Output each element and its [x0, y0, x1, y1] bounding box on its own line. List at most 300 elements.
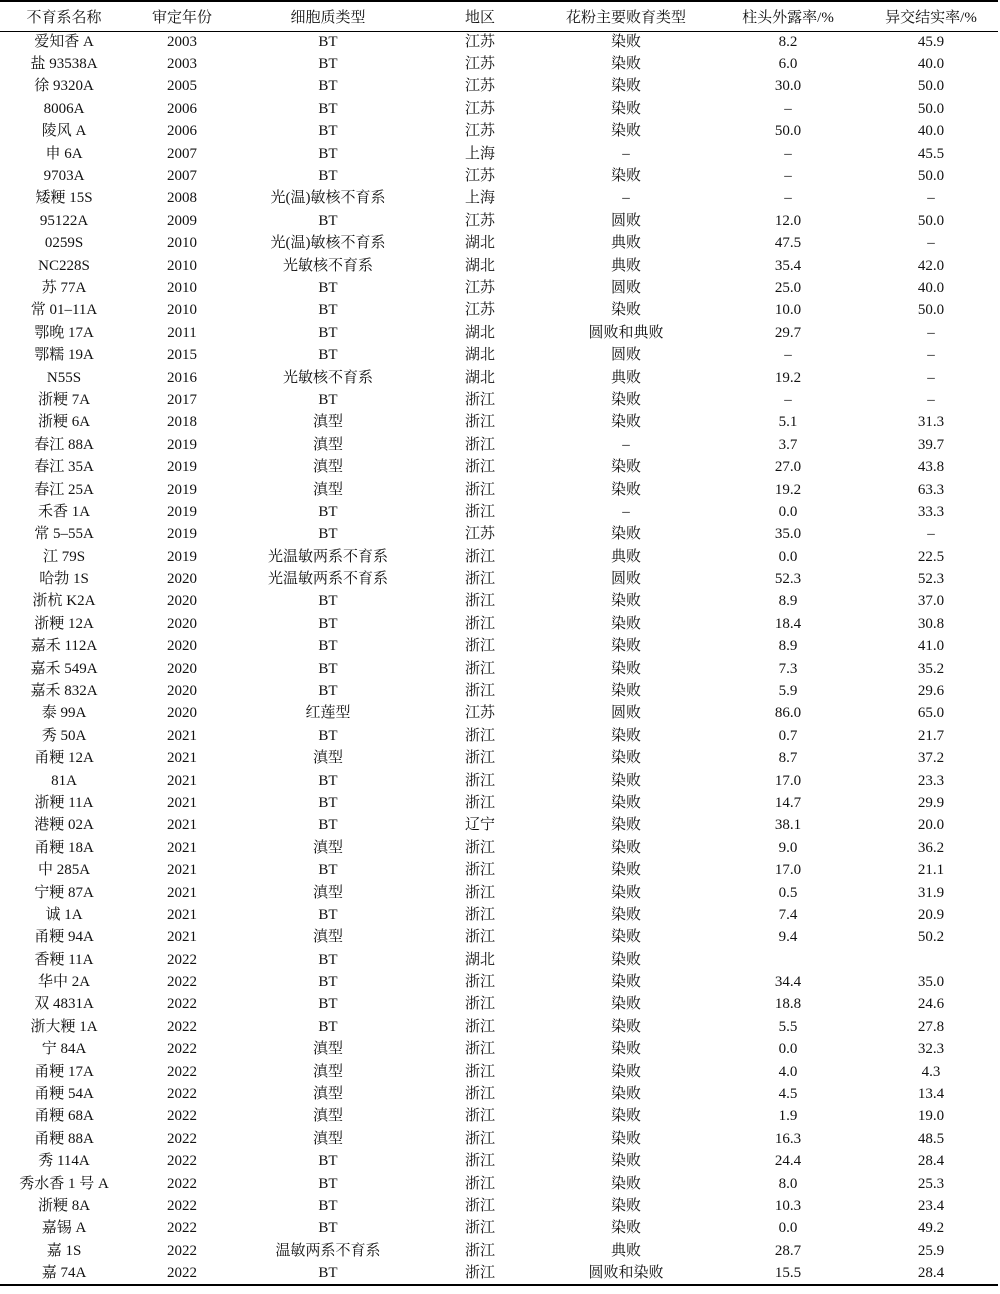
line-name-cell: 诚 1A — [45, 906, 83, 923]
region-cell: 浙江 — [464, 638, 495, 655]
table-row — [0, 233, 998, 255]
approval-year-cell: 2021 — [167, 772, 197, 789]
table-row — [0, 748, 998, 770]
cytoplasm-type-cell: 光温敏两系不育系 — [267, 571, 388, 588]
table-row — [0, 770, 998, 792]
outcrossing-seed-rate-cell: 49.2 — [917, 1220, 945, 1237]
stigma-exsertion-rate-cell: 50.0 — [774, 123, 802, 140]
stigma-exsertion-rate-cell: 5.9 — [778, 683, 798, 700]
cytoplasm-type-cell: BT — [318, 347, 338, 364]
table-row — [0, 143, 998, 165]
region-cell: 浙江 — [464, 660, 495, 677]
table-row — [0, 971, 998, 993]
region-cell: 江苏 — [464, 100, 495, 117]
line-name-cell: 甬粳 54A — [34, 1086, 94, 1103]
line-name-cell: 嘉锡 A — [41, 1220, 87, 1237]
cytoplasm-type-cell: BT — [318, 683, 338, 700]
outcrossing-seed-rate-cell: 41.0 — [917, 638, 945, 655]
pollen-abortion-type-cell: 染败 — [610, 1175, 641, 1192]
approval-year-cell: 2022 — [167, 951, 197, 968]
region-cell: 浙江 — [464, 1063, 495, 1080]
region-cell: 浙江 — [464, 548, 495, 565]
pollen-abortion-type-cell: 染败 — [610, 862, 641, 879]
approval-year-cell: 2009 — [167, 212, 197, 229]
region-cell: 浙江 — [464, 391, 495, 408]
cytoplasm-type-cell: 滇型 — [312, 839, 343, 856]
region-cell: 浙江 — [464, 1175, 495, 1192]
outcrossing-seed-rate-cell: 65.0 — [917, 705, 945, 722]
approval-year-cell: 2022 — [128, 1262, 236, 1284]
cytoplasm-type-cell: 滇型 — [312, 929, 343, 946]
cytoplasm-type-cell: 红莲型 — [305, 705, 351, 722]
stigma-exsertion-rate-cell: 0.5 — [778, 884, 798, 901]
line-name-cell: 矮粳 15S — [35, 190, 93, 207]
line-name-cell: 常 01–11A — [30, 302, 98, 319]
approval-year-cell: 2022 — [167, 1086, 197, 1103]
col-header-pollen-abortion-type: 花粉主要败育类型 — [540, 1, 712, 31]
approval-year-cell: 2007 — [167, 145, 197, 162]
cytoplasm-type-cell: 滇型 — [312, 1130, 343, 1147]
line-name-cell: 嘉禾 832A — [30, 683, 98, 700]
cytoplasm-type-cell: 滇型 — [312, 750, 343, 767]
outcrossing-seed-rate-cell: 20.0 — [917, 817, 945, 834]
approval-year-cell: 2021 — [167, 794, 197, 811]
cytoplasm-type-cell: BT — [318, 526, 338, 543]
outcrossing-seed-rate-cell: 45.9 — [917, 33, 945, 50]
approval-year-cell: 2022 — [167, 1041, 197, 1058]
region-cell: 江苏 — [464, 279, 495, 296]
table-row — [0, 859, 998, 881]
approval-year-cell: 2021 — [167, 727, 197, 744]
stigma-exsertion-rate-cell: 4.0 — [778, 1063, 798, 1080]
cytoplasm-type-cell: BT — [318, 1153, 338, 1170]
stigma-exsertion-rate-cell: 6.0 — [778, 56, 798, 73]
pollen-abortion-type-cell: 染败 — [610, 817, 641, 834]
table-row — [0, 1240, 998, 1262]
approval-year-cell: 2021 — [167, 906, 197, 923]
stigma-exsertion-rate-cell: 24.4 — [774, 1153, 802, 1170]
approval-year-cell: 2021 — [167, 750, 197, 767]
outcrossing-seed-rate-cell: – — [927, 347, 935, 364]
approval-year-cell: 2019 — [167, 503, 197, 520]
pollen-abortion-type-cell: 染败 — [610, 459, 641, 476]
approval-year-cell: 2022 — [167, 1175, 197, 1192]
line-name-cell: 浙粳 11A — [34, 794, 94, 811]
region-cell: 浙江 — [464, 1018, 495, 1035]
line-name-cell: 香粳 11A — [34, 951, 94, 968]
stigma-exsertion-rate-cell: 7.4 — [778, 906, 798, 923]
cytoplasm-type-cell: 光敏核不育系 — [282, 257, 373, 274]
cytoplasm-type-cell: BT — [318, 1018, 338, 1035]
approval-year-cell: 2007 — [167, 168, 197, 185]
table-row — [0, 703, 998, 725]
stigma-exsertion-rate-cell: 9.4 — [778, 929, 798, 946]
line-name-cell: 中 285A — [37, 862, 91, 879]
stigma-exsertion-rate-cell: 3.7 — [778, 436, 798, 453]
approval-year-cell: 2010 — [167, 257, 197, 274]
line-name-cell: 浙大粳 1A — [30, 1018, 98, 1035]
outcrossing-seed-rate-cell: 22.5 — [917, 548, 945, 565]
line-name-cell: 浙粳 12A — [34, 615, 94, 632]
table-body — [0, 31, 998, 1285]
region-cell: 湖北 — [464, 324, 495, 341]
table-row — [0, 568, 998, 590]
pollen-abortion-type-cell: 染败 — [610, 100, 641, 117]
outcrossing-seed-rate-cell: 50.2 — [917, 929, 945, 946]
table-row — [0, 501, 998, 523]
pollen-abortion-type-cell: 染败 — [610, 727, 641, 744]
cytoplasm-type-cell: BT — [318, 996, 338, 1013]
pollen-abortion-type-cell: 染败 — [610, 772, 641, 789]
pollen-abortion-type-cell: 圆败 — [610, 347, 641, 364]
pollen-abortion-type-cell: 染败 — [610, 1041, 641, 1058]
outcrossing-seed-rate-cell: 24.6 — [917, 996, 945, 1013]
table-row — [0, 725, 998, 747]
cytoplasm-type-cell: 滇型 — [312, 481, 343, 498]
pollen-abortion-type-cell: 染败 — [610, 123, 641, 140]
approval-year-cell: 2011 — [167, 324, 197, 341]
table-header — [0, 1, 998, 31]
line-name-cell: 港粳 02A — [34, 817, 94, 834]
table-row — [0, 636, 998, 658]
line-name-cell: 秀 114A — [38, 1153, 90, 1170]
stigma-exsertion-rate-cell: 30.0 — [774, 78, 802, 95]
line-name-cell: 春江 88A — [34, 436, 94, 453]
stigma-exsertion-rate-cell: 38.1 — [774, 817, 802, 834]
cytoplasm-type-cell: 滇型 — [312, 414, 343, 431]
outcrossing-seed-rate-cell: 43.8 — [917, 459, 945, 476]
approval-year-cell: 2015 — [167, 347, 197, 364]
outcrossing-seed-rate-cell: 23.3 — [917, 772, 945, 789]
stigma-exsertion-rate-cell: 12.0 — [774, 212, 802, 229]
table-row — [0, 904, 998, 926]
stigma-exsertion-rate-cell: 1.9 — [778, 1108, 798, 1125]
line-name-cell: 盐 93538A — [30, 56, 98, 73]
region-cell: 浙江 — [464, 1242, 495, 1259]
outcrossing-seed-rate-cell: – — [927, 526, 935, 543]
cytoplasm-type-cell: 温敏两系不育系 — [275, 1242, 381, 1259]
region-cell: 浙江 — [464, 974, 495, 991]
line-name-cell: 8006A — [43, 100, 85, 117]
region-cell: 浙江 — [464, 683, 495, 700]
approval-year-cell: 2019 — [167, 436, 197, 453]
cytoplasm-type-cell: 滇型 — [312, 1063, 343, 1080]
approval-year-cell: 2020 — [167, 593, 197, 610]
line-name-cell: 鄂糯 19A — [34, 347, 94, 364]
outcrossing-seed-rate-cell: 29.6 — [917, 683, 945, 700]
table-row — [0, 1173, 998, 1195]
stigma-exsertion-rate-cell: 29.7 — [774, 324, 802, 341]
pollen-abortion-type-cell: – — [622, 145, 630, 162]
pollen-abortion-type-cell: 染败 — [610, 660, 641, 677]
stigma-exsertion-rate-cell: – — [784, 168, 792, 185]
cytoplasm-type-cell: 滇型 — [312, 436, 343, 453]
cytoplasm-type-cell: BT — [318, 951, 338, 968]
approval-year-cell: 2006 — [167, 123, 197, 140]
region-cell: 浙江 — [464, 615, 495, 632]
pollen-abortion-type-cell: 典败 — [610, 235, 641, 252]
approval-year-cell: 2006 — [167, 100, 197, 117]
pollen-abortion-type-cell: 典败 — [610, 257, 641, 274]
approval-year-cell: 2021 — [167, 929, 197, 946]
cytoplasm-type-cell: BT — [318, 862, 338, 879]
cytoplasm-type-cell: 滇型 — [312, 1041, 343, 1058]
stigma-exsertion-rate-cell: 19.2 — [774, 481, 802, 498]
pollen-abortion-type-cell: 染败 — [610, 615, 641, 632]
table-row — [0, 300, 998, 322]
stigma-exsertion-rate-cell: 35.4 — [774, 257, 802, 274]
approval-year-cell: 2022 — [167, 1063, 197, 1080]
pollen-abortion-type-cell: 染败 — [610, 414, 641, 431]
approval-year-cell: 2020 — [167, 615, 197, 632]
stigma-exsertion-rate-cell: 7.3 — [778, 660, 798, 677]
outcrossing-seed-rate-cell: 33.3 — [917, 503, 945, 520]
pollen-abortion-type-cell: 染败 — [610, 593, 641, 610]
line-name-cell: 浙粳 6A — [37, 414, 91, 431]
cytoplasm-type-cell: BT — [318, 817, 338, 834]
cytoplasm-type-cell: BT — [318, 660, 338, 677]
stigma-exsertion-rate-cell: 0.0 — [778, 1220, 798, 1237]
cytoplasm-type-cell: BT — [318, 33, 338, 50]
table-row — [0, 434, 998, 456]
approval-year-cell: 2022 — [167, 1018, 197, 1035]
pollen-abortion-type-cell: 典败 — [610, 1242, 641, 1259]
line-name-cell: 嘉 74A — [0, 1262, 128, 1284]
cytoplasm-type-cell: BT — [318, 772, 338, 789]
cytoplasm-type-cell: BT — [318, 906, 338, 923]
outcrossing-seed-rate-cell: 63.3 — [917, 481, 945, 498]
approval-year-cell: 2019 — [167, 481, 197, 498]
pollen-abortion-type-cell: – — [622, 503, 630, 520]
stigma-exsertion-rate-cell: 15.5 — [712, 1262, 864, 1284]
stigma-exsertion-rate-cell: 16.3 — [774, 1130, 802, 1147]
table-row — [0, 1128, 998, 1150]
cytoplasm-type-cell: BT — [318, 324, 338, 341]
outcrossing-seed-rate-cell: 50.0 — [917, 78, 945, 95]
outcrossing-seed-rate-cell: – — [927, 369, 935, 386]
region-cell: 浙江 — [464, 571, 495, 588]
col-header-line-name: 不育系名称 — [0, 1, 128, 31]
approval-year-cell: 2020 — [167, 638, 197, 655]
pollen-abortion-type-cell: 染败 — [610, 884, 641, 901]
outcrossing-seed-rate-cell: 40.0 — [917, 279, 945, 296]
approval-year-cell: 2008 — [167, 190, 197, 207]
outcrossing-seed-rate-cell: 4.3 — [921, 1063, 941, 1080]
cytoplasm-type-cell: 光(温)敏核不育系 — [270, 190, 386, 207]
region-cell: 浙江 — [464, 481, 495, 498]
stigma-exsertion-rate-cell: 17.0 — [774, 772, 802, 789]
table-row — [0, 815, 998, 837]
cytoplasm-type-cell: BT — [318, 145, 338, 162]
approval-year-cell: 2010 — [167, 302, 197, 319]
line-name-cell: 甬粳 17A — [34, 1063, 94, 1080]
table-row — [0, 277, 998, 299]
cytoplasm-type-cell: BT — [318, 794, 338, 811]
line-name-cell: 宁粳 87A — [34, 884, 94, 901]
table-row — [0, 1106, 998, 1128]
region-cell: 浙江 — [464, 1086, 495, 1103]
cytoplasm-type-cell: 滇型 — [312, 1086, 343, 1103]
outcrossing-seed-rate-cell: 50.0 — [917, 212, 945, 229]
pollen-abortion-type-cell: 染败 — [610, 1063, 641, 1080]
table-row — [0, 994, 998, 1016]
cytoplasm-type-cell: BT — [318, 78, 338, 95]
line-name-cell: 宁 84A — [41, 1041, 87, 1058]
line-name-cell: 嘉禾 112A — [30, 638, 98, 655]
approval-year-cell: 2020 — [167, 683, 197, 700]
region-cell: 江苏 — [464, 56, 495, 73]
table-row — [0, 322, 998, 344]
line-name-cell: 申 6A — [45, 145, 83, 162]
line-name-cell: 嘉 1S — [46, 1242, 82, 1259]
pollen-abortion-type-cell: – — [622, 436, 630, 453]
region-cell: 浙江 — [464, 1130, 495, 1147]
approval-year-cell: 2022 — [167, 1130, 197, 1147]
pollen-abortion-type-cell: 染败 — [610, 481, 641, 498]
region-cell: 浙江 — [464, 862, 495, 879]
outcrossing-seed-rate-cell: – — [927, 391, 935, 408]
line-name-cell: 甬粳 88A — [34, 1130, 94, 1147]
table-row — [0, 591, 998, 613]
region-cell: 浙江 — [464, 503, 495, 520]
col-header-cytoplasm-type: 细胞质类型 — [236, 1, 420, 31]
region-cell: 浙江 — [464, 996, 495, 1013]
approval-year-cell: 2022 — [167, 1153, 197, 1170]
region-cell: 浙江 — [420, 1262, 540, 1284]
stigma-exsertion-rate-cell: – — [784, 190, 792, 207]
approval-year-cell: 2010 — [167, 279, 197, 296]
stigma-exsertion-rate-cell: 9.0 — [778, 839, 798, 856]
outcrossing-seed-rate-cell: 37.2 — [917, 750, 945, 767]
outcrossing-seed-rate-cell: 28.4 — [864, 1262, 998, 1284]
stigma-exsertion-rate-cell: 18.4 — [774, 615, 802, 632]
cytoplasm-type-cell: BT — [318, 56, 338, 73]
line-name-cell: 嘉禾 549A — [30, 660, 98, 677]
stigma-exsertion-rate-cell: 28.7 — [774, 1242, 802, 1259]
table-row — [0, 76, 998, 98]
outcrossing-seed-rate-cell: 27.8 — [917, 1018, 945, 1035]
pollen-abortion-type-cell: 典败 — [610, 369, 641, 386]
stigma-exsertion-rate-cell: 8.9 — [778, 593, 798, 610]
line-name-cell: 徐 9320A — [34, 78, 94, 95]
stigma-exsertion-rate-cell: – — [784, 100, 792, 117]
outcrossing-seed-rate-cell — [864, 949, 998, 971]
approval-year-cell: 2019 — [167, 548, 197, 565]
col-header-stigma-exsertion-rate: 柱头外露率/% — [712, 1, 864, 31]
cytoplasm-type-cell: BT — [318, 974, 338, 991]
cytoplasm-type-cell: BT — [318, 1198, 338, 1214]
approval-year-cell: 2022 — [167, 1198, 197, 1214]
table-row — [0, 210, 998, 232]
cytoplasm-type-cell: BT — [318, 100, 338, 117]
region-cell: 浙江 — [464, 929, 495, 946]
col-header-region: 地区 — [420, 1, 540, 31]
table-row — [0, 546, 998, 568]
header-row — [0, 1, 998, 31]
approval-year-cell: 2020 — [167, 705, 197, 722]
stigma-exsertion-rate-cell: – — [784, 391, 792, 408]
line-name-cell: 春江 25A — [34, 481, 94, 498]
pollen-abortion-type-cell: 染败 — [610, 996, 641, 1013]
outcrossing-seed-rate-cell: 23.4 — [917, 1198, 945, 1214]
approval-year-cell: 2016 — [167, 369, 197, 386]
table-row — [0, 524, 998, 546]
table-row — [0, 949, 998, 971]
region-cell: 上海 — [464, 145, 495, 162]
outcrossing-seed-rate-cell: – — [927, 235, 935, 252]
cytoplasm-type-cell: BT — [318, 391, 338, 408]
region-cell: 浙江 — [464, 750, 495, 767]
outcrossing-seed-rate-cell: 40.0 — [917, 56, 945, 73]
outcrossing-seed-rate-cell: 35.0 — [917, 974, 945, 991]
pollen-abortion-type-cell: 染败 — [610, 951, 641, 968]
cytoplasm-type-cell: BT — [318, 168, 338, 185]
cytoplasm-type-cell: BT — [318, 123, 338, 140]
approval-year-cell: 2010 — [167, 235, 197, 252]
pollen-abortion-type-cell: 染败 — [610, 906, 641, 923]
outcrossing-seed-rate-cell: 50.0 — [917, 168, 945, 185]
table-row — [0, 658, 998, 680]
pollen-abortion-type-cell: 染败 — [610, 391, 641, 408]
table-row — [0, 255, 998, 277]
table-row — [0, 344, 998, 366]
table-row — [0, 367, 998, 389]
line-name-cell: 浙粳 8A — [37, 1198, 91, 1214]
region-cell: 浙江 — [464, 884, 495, 901]
line-name-cell: 0259S — [44, 235, 84, 252]
outcrossing-seed-rate-cell: 52.3 — [917, 571, 945, 588]
pollen-abortion-type-cell: 染败 — [610, 683, 641, 700]
outcrossing-seed-rate-cell: 31.3 — [917, 414, 945, 431]
cytoplasm-type-cell: 光(温)敏核不育系 — [270, 235, 386, 252]
line-name-cell: NC228S — [38, 257, 90, 274]
stigma-exsertion-rate-cell: 14.7 — [774, 794, 802, 811]
table-row — [0, 389, 998, 411]
cytoplasm-type-cell: 光敏核不育系 — [282, 369, 373, 386]
approval-year-cell: 2018 — [167, 414, 197, 431]
table-row — [0, 837, 998, 859]
table-row — [0, 680, 998, 702]
region-cell: 浙江 — [464, 794, 495, 811]
outcrossing-seed-rate-cell: – — [927, 190, 935, 207]
line-name-cell: 浙粳 7A — [37, 391, 91, 408]
line-name-cell: 爱知香 A — [34, 33, 94, 50]
table-row — [0, 412, 998, 434]
line-name-cell: 禾香 1A — [37, 503, 91, 520]
stigma-exsertion-rate-cell: 17.0 — [774, 862, 802, 879]
region-cell: 江苏 — [464, 78, 495, 95]
cytoplasm-type-cell: BT — [236, 1262, 420, 1284]
table-row — [0, 1083, 998, 1105]
col-header-outcrossing-seed-rate: 异交结实率/% — [864, 1, 998, 31]
stigma-exsertion-rate-cell: 35.0 — [774, 526, 802, 543]
outcrossing-seed-rate-cell: 21.7 — [917, 727, 945, 744]
line-name-cell: 哈勃 1S — [39, 571, 89, 588]
pollen-abortion-type-cell: 圆败 — [610, 705, 641, 722]
pollen-abortion-type-cell: 染败 — [610, 974, 641, 991]
cytoplasm-type-cell: 滇型 — [312, 884, 343, 901]
outcrossing-seed-rate-cell: 50.0 — [917, 302, 945, 319]
line-name-cell: 81A — [51, 772, 77, 789]
stigma-exsertion-rate-cell: 4.5 — [778, 1086, 798, 1103]
approval-year-cell: 2022 — [167, 1108, 197, 1125]
stigma-exsertion-rate-cell — [712, 949, 864, 971]
approval-year-cell: 2019 — [167, 526, 197, 543]
line-name-cell: 甬粳 68A — [34, 1108, 94, 1125]
outcrossing-seed-rate-cell: 20.9 — [917, 906, 945, 923]
pollen-abortion-type-cell: 染败 — [610, 839, 641, 856]
stigma-exsertion-rate-cell: – — [784, 347, 792, 364]
